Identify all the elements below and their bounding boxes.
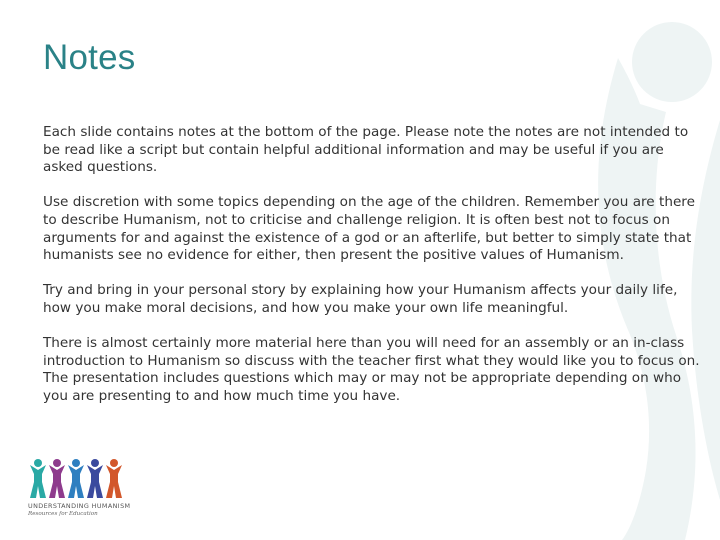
logo-figure-1 [30, 459, 46, 498]
page-title: Notes [43, 38, 136, 77]
logo-name: UNDERSTANDING HUMANISM [28, 502, 131, 510]
notes-paragraph: There is almost certainly more material here than you will need for an assembly or an in-class introduction to Humanism so discuss with the teacher first what they would like you to focus on. The presentation includes questions which may or may not be appropriate depending on who you are presenting to and how much time you have. [43, 335, 700, 404]
logo-subtitle: Resources for Education [28, 511, 98, 517]
notes-paragraph: Try and bring in your personal story by explaining how your Humanism affects your daily life, how you make moral decisions, and how you make your own life meaningful. [43, 282, 678, 316]
humanist-figures-icon [26, 458, 130, 500]
notes-paragraph: Use discretion with some topics depending on the age of the children. Remember you are there to describe Humanism, not to criticise and challenge religion. It is often best not to focus on arguments for and against the existence of a god or an afterlife, but better to simply state that humanists see no evidence for either, then present the positive values of Humanism. [43, 194, 695, 264]
notes-body [43, 124, 703, 423]
understanding-humanism-logo [26, 458, 136, 522]
logo-figure-2 [49, 459, 65, 498]
logo-figure-4 [87, 459, 103, 498]
notes-paragraph: Each slide contains notes at the bottom of the page. Please note the notes are not intended to be read like a script but contain helpful additional information and may be useful if you are asked questions. [43, 124, 689, 176]
logo-figure-5 [106, 459, 122, 498]
logo-figure-3 [68, 459, 84, 498]
